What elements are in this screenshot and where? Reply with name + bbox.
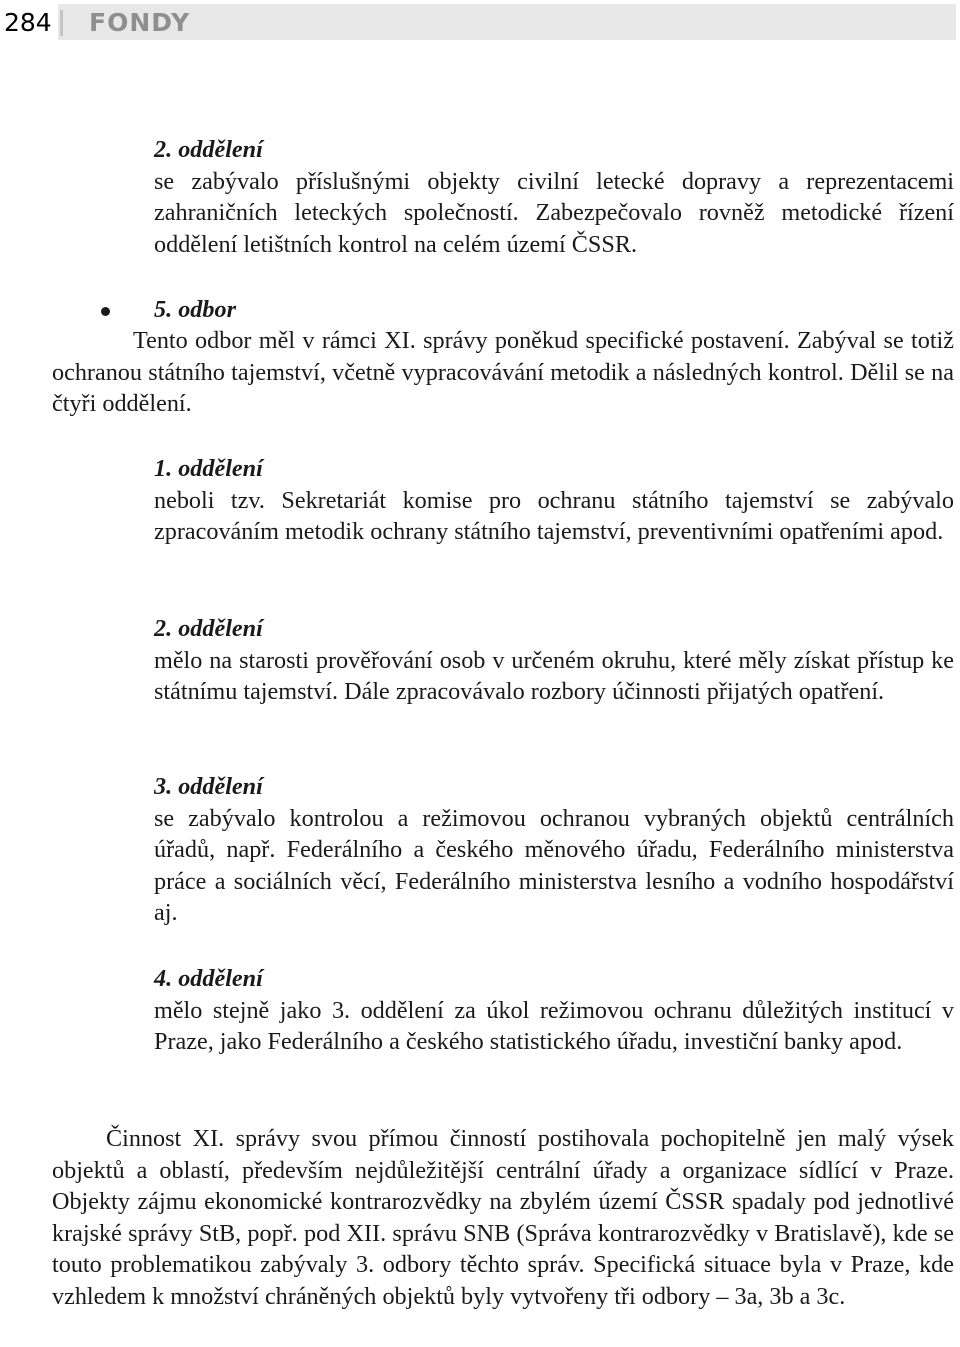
section-title: FONDY (89, 8, 191, 37)
department-heading: 1. oddělení (154, 455, 263, 482)
odbor-5-description-block (52, 325, 954, 420)
department-1-block (154, 453, 954, 548)
running-header (0, 4, 956, 40)
department-description: se zabývalo příslušnými objekty civilní letecké dopravy a reprezentacemi zahraničních leteckých společností. Zabezpečovalo rovněž metodické řízení oddělení letištních kontrol na celém území ČSSR. (154, 167, 954, 258)
header-divider (60, 10, 63, 36)
department-description: mělo stejně jako 3. oddělení za úkol režimovou ochranu důležitých institucí v Praze, jako Federálního a českého statistického úřadu, investiční banky apod. (154, 996, 954, 1055)
department-description: se zabývalo kontrolou a režimovou ochranou vybraných objektů centrálních úřadů, např. Federálního a českého měnového úřadu, Federálního ministerstva práce a sociálních věcí, Federálního ministerstva lesního a vodního hospodářství aj. (154, 804, 954, 926)
department-4-block (154, 963, 954, 1058)
closing-paragraph-block (52, 1123, 954, 1312)
department-description: neboli tzv. Sekretariát komise pro ochranu státního tajemství se zabývalo zpracováním metodik ochrany státního tajemství, preventivními opatřeními apod. (154, 486, 954, 545)
bullet-icon (101, 307, 110, 316)
odbor-5-heading-block (154, 294, 954, 326)
department-3-block (154, 771, 954, 929)
odbor-heading: 5. odbor (154, 296, 236, 323)
department-2-block (154, 134, 954, 260)
department-heading: 4. oddělení (154, 965, 263, 992)
department-description: mělo na starosti prověřování osob v určeném okruhu, které měly získat přístup ke státnímu tajemství. Dále zpracovávalo rozbory účinnosti přijatých opatření. (154, 646, 954, 705)
odbor-description: Tento odbor měl v rámci XI. správy poněkud specifické postavení. Zabýval se totiž ochranou státního tajemství, včetně vypracovávání metodik a následných kontrol. Dělil se na čtyři oddělení. (52, 327, 954, 417)
department-heading: 2. oddělení (154, 136, 263, 163)
department-2-block-secrecy (154, 613, 954, 708)
closing-paragraph: Činnost XI. správy svou přímou činností postihovala pochopitelně jen malý výsek objektů a oblastí, především nejdůležitější centrální úřady a organizace sídlící v Praze. Objekty zájmu ekonomické kontrarozvědky na zbylém území ČSSR spadaly pod jednotlivé krajské správy StB, popř. pod XII. správu SNB (Správa kontrarozvědky v Bratislavě), kde se touto problematikou zabývaly 3. odbory těchto správ. Specifická situace byla v Praze, kde vzhledem k množství chráněných objektů byly vytvořeny tři odbory – 3a, 3b a 3c. (52, 1125, 954, 1310)
department-heading: 3. oddělení (154, 773, 263, 800)
page-number: 284 (0, 4, 58, 40)
department-heading: 2. oddělení (154, 615, 263, 642)
